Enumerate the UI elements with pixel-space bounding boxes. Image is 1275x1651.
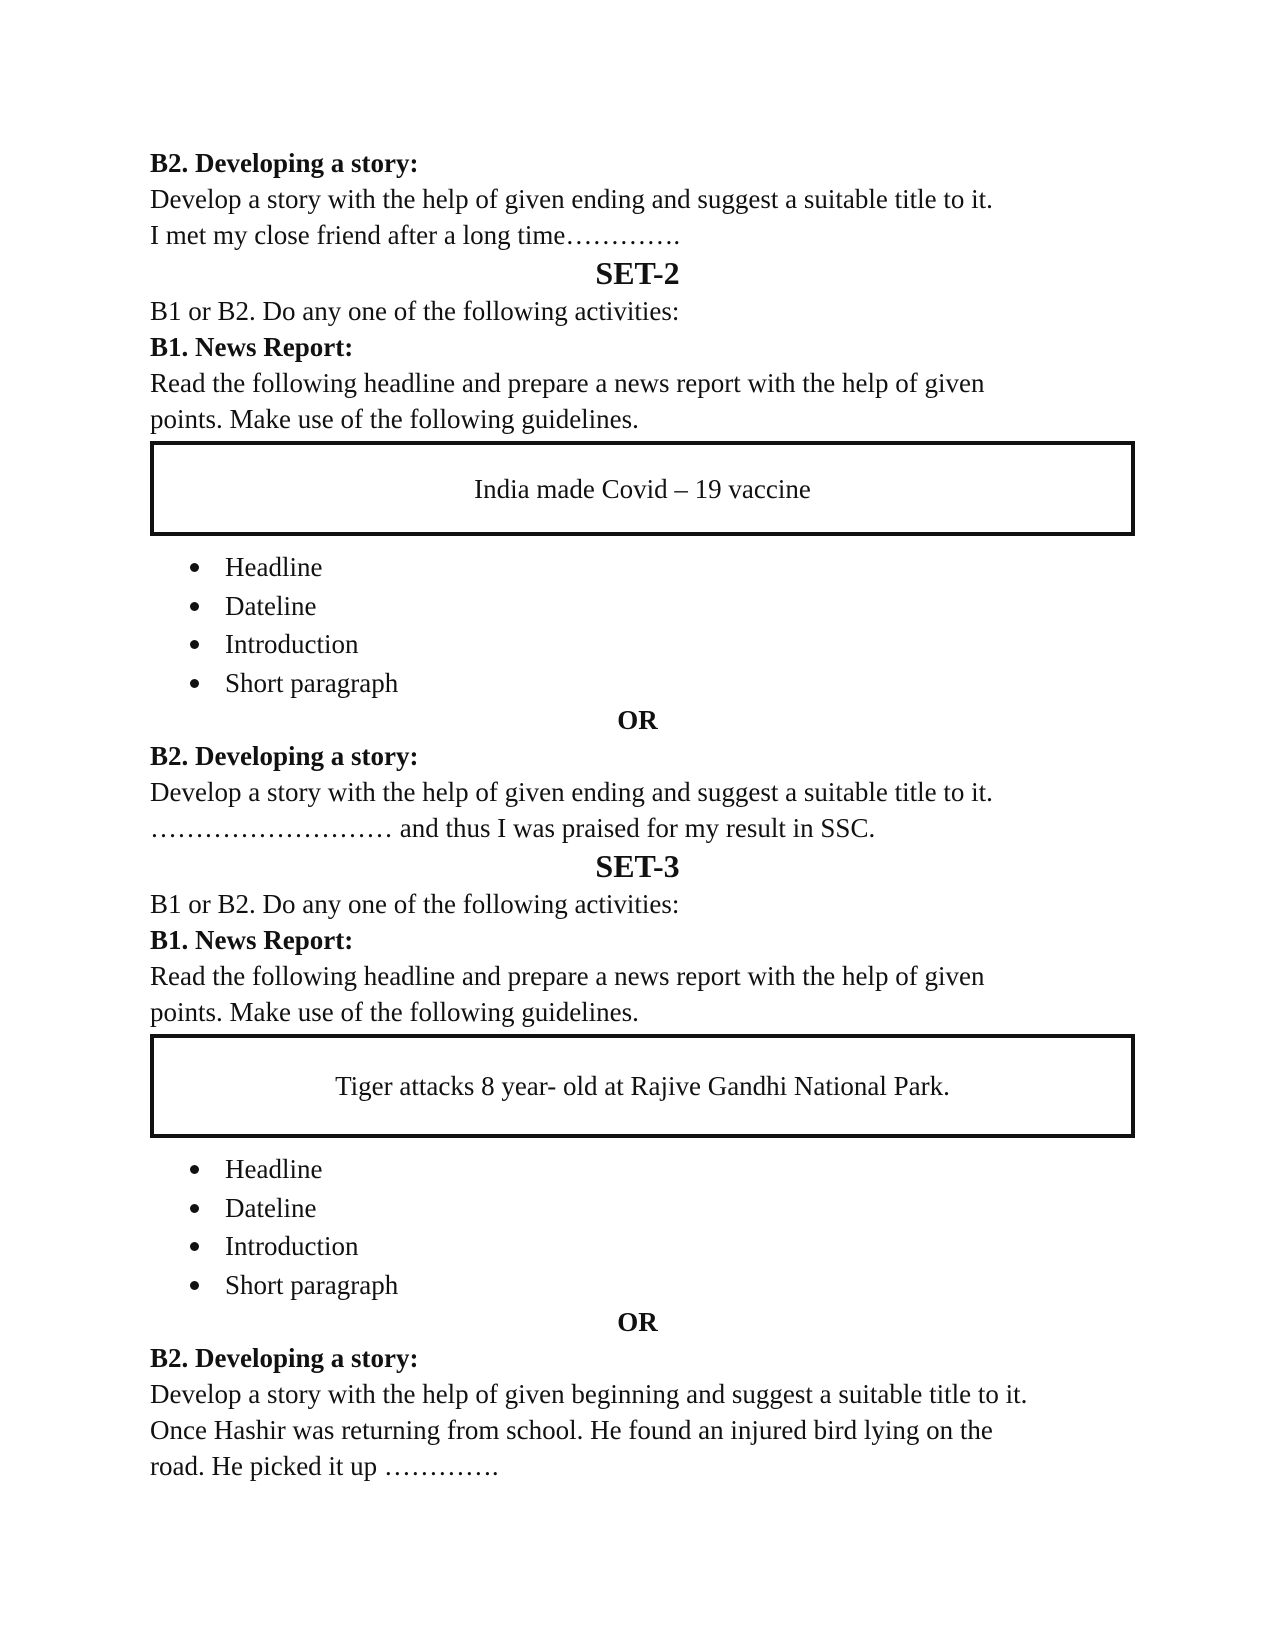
set2-b1-heading: B1. News Report: <box>150 332 354 362</box>
set3-headline-box <box>150 1034 1135 1138</box>
set1-b2-instruction: Develop a story with the help of given ending and suggest a suitable title to it. <box>150 184 993 214</box>
list-item-text: Short paragraph <box>225 1269 399 1300</box>
set3-b2-prompt-line2: road. He picked it up …………. <box>150 1451 499 1481</box>
set1-b2-heading: B2. Developing a story: <box>150 148 419 178</box>
set2-or-divider: OR <box>617 705 658 735</box>
list-item-text: Dateline <box>225 590 317 621</box>
list-item <box>190 664 1135 703</box>
list-item-text: Headline <box>225 1154 323 1184</box>
list-item-text: Dateline <box>225 1192 317 1223</box>
set3-b2-instruction: Develop a story with the help of given beginning and suggest a suitable title to it. <box>150 1379 1028 1409</box>
bullet-icon <box>190 1165 199 1174</box>
list-item <box>190 1227 1135 1266</box>
set3-headline-text: Tiger attacks 8 year- old at Rajive Gandhi National Park. <box>335 1071 950 1101</box>
bullet-icon <box>190 563 199 572</box>
set3-or-divider: OR <box>617 1307 658 1337</box>
list-item-text: Short paragraph <box>225 667 399 698</box>
set3-b2-heading: B2. Developing a story: <box>150 1343 419 1373</box>
set2-title: SET-2 <box>595 255 680 291</box>
set2-headline-text: India made Covid – 19 vaccine <box>474 473 811 504</box>
bullet-icon <box>190 1204 199 1213</box>
set2-b2-prompt: ……………………… and thus I was praised for my result in SSC. <box>150 813 876 843</box>
set3-b1-heading: B1. News Report: <box>150 925 354 955</box>
bullet-icon <box>190 1242 199 1251</box>
list-item <box>190 587 1135 626</box>
set3-title: SET-3 <box>595 848 680 884</box>
list-item <box>190 1189 1135 1228</box>
bullet-icon <box>190 640 199 649</box>
bullet-icon <box>190 1281 199 1290</box>
set2-headline-box <box>150 441 1135 536</box>
set2-b1-instruction-line2: points. Make use of the following guidelines. <box>150 404 639 434</box>
list-item <box>190 1266 1135 1305</box>
set2-b2-instruction: Develop a story with the help of given ending and suggest a suitable title to it. <box>150 777 993 807</box>
bullet-icon <box>190 679 199 688</box>
set3-b1-instruction-line1: Read the following headline and prepare a news report with the help of given <box>150 961 985 991</box>
set3-b2-prompt-line1: Once Hashir was returning from school. He found an injured bird lying on the <box>150 1415 993 1445</box>
list-item <box>190 1150 1135 1189</box>
list-item <box>190 625 1135 664</box>
set2-b2-heading: B2. Developing a story: <box>150 741 419 771</box>
bullet-icon <box>190 602 199 611</box>
set2-intro: B1 or B2. Do any one of the following activities: <box>150 296 680 326</box>
set3-intro: B1 or B2. Do any one of the following activities: <box>150 889 680 919</box>
set2-points-list <box>150 548 1135 702</box>
set3-b1-instruction-line2: points. Make use of the following guidelines. <box>150 997 639 1027</box>
list-item-text: Headline <box>225 552 323 582</box>
document-page <box>150 145 1135 1484</box>
set2-b1-instruction-line1: Read the following headline and prepare a news report with the help of given <box>150 368 985 398</box>
set1-b2-prompt: I met my close friend after a long time…………. <box>150 220 681 250</box>
set3-points-list <box>150 1150 1135 1304</box>
list-item-text: Introduction <box>225 629 359 659</box>
list-item <box>190 548 1135 587</box>
list-item-text: Introduction <box>225 1231 359 1261</box>
